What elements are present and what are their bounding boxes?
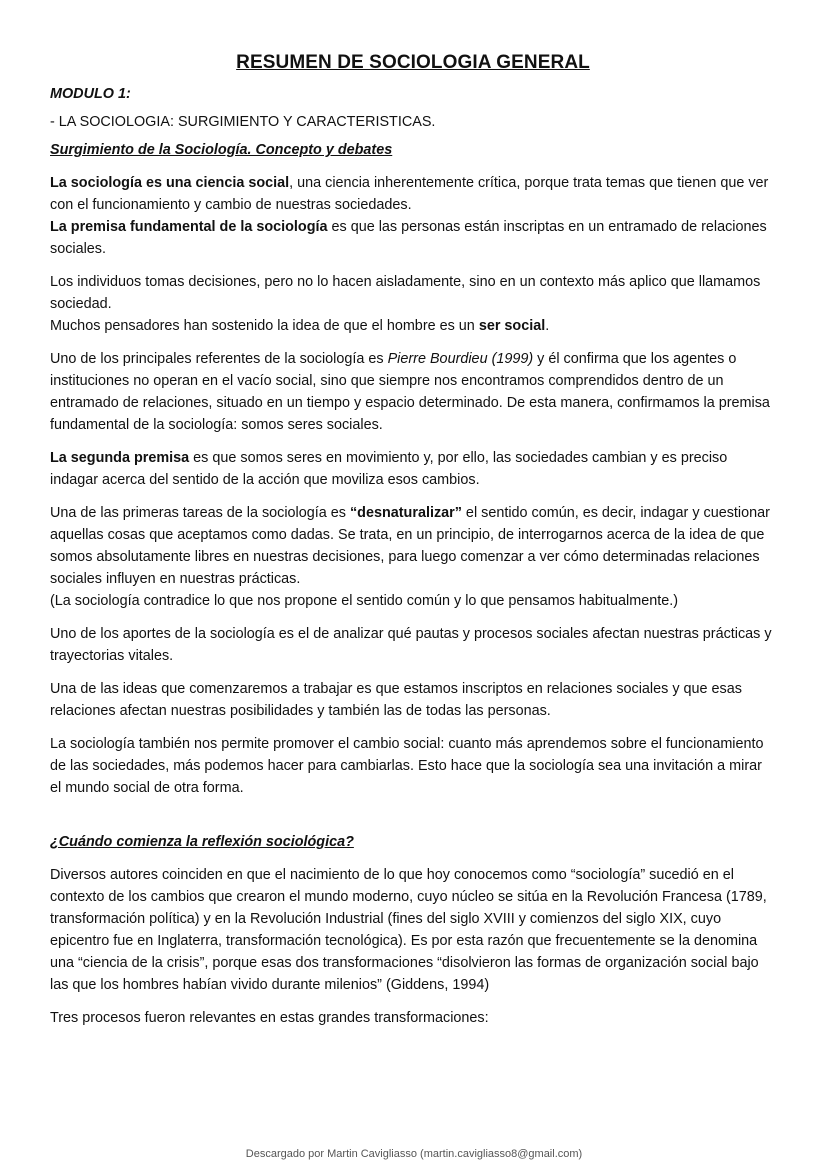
paragraph-text: Una de las primeras tareas de la sociología es xyxy=(50,505,350,521)
module-heading: MODULO 1: xyxy=(50,86,131,102)
paragraph-text: y él confirma que los agentes o instituciones no operan en el vacío social, sino que siempre nos encontramos comprendidos dentro de un entramado de relaciones, situado en un tiempo y espacio determinado. De esta manera, confirmamos la premisa fundamental de la sociología: somos seres sociales. xyxy=(50,351,770,433)
section-heading-reflexion: ¿Cuándo comienza la reflexión sociológica? xyxy=(50,834,354,850)
document-page xyxy=(50,52,776,1040)
paragraph-text: . xyxy=(545,318,550,334)
paragraph-text: Muchos pensadores han sostenido la idea de que el hombre es un xyxy=(50,318,479,334)
paragraph-text: , una ciencia inherentemente crítica, porque trata temas que tienen que ver con el funcionamiento y cambio de nuestras sociedades. xyxy=(50,175,769,213)
bold-text: La sociología es una ciencia social xyxy=(50,175,290,191)
bold-text: ser social xyxy=(478,318,546,334)
topic-heading: - LA SOCIOLOGIA: SURGIMIENTO Y CARACTERISTICAS. xyxy=(50,114,436,130)
paragraph-tres-procesos: Tres procesos fueron relevantes en estas grandes transformaciones: xyxy=(50,1010,489,1026)
paragraph-individuos xyxy=(50,271,776,337)
paragraph-cambio-social: La sociología también nos permite promover el cambio social: cuanto más aprendemos sobre el funcionamiento de las sociedades, más podemos hacer para cambiarlas. Esto hace que la sociología sea una invitación a mirar el mundo social de otra forma. xyxy=(50,736,764,796)
paragraph-text: (La sociología contradice lo que nos propone el sentido común y lo que pensamos habitualmente.) xyxy=(50,593,678,609)
paragraph-text: es que somos seres en movimiento y, por ello, las sociedades cambian y es preciso indagar acerca del sentido de la acción que moviliza esos cambios. xyxy=(50,450,728,488)
paragraph-ideas: Una de las ideas que comenzaremos a trabajar es que estamos inscriptos en relaciones sociales y que esas relaciones afectan nuestras posibilidades y también las de todas las personas. xyxy=(50,681,742,719)
paragraph-nacimiento: Diversos autores coinciden en que el nacimiento de lo que hoy conocemos como “sociología” sucedió en el contexto de los cambios que crearon el mundo moderno, cuyo núcleo se sitúa en la Revolución Francesa (1789, transformación política) y en la Revolución Industrial (fines del siglo XVIII y comienzos del siglo XIX, cuyo epicentro fue en Inglaterra, transformación tecnológica). Es por esta razón que frecuentemente se la denomina una “ciencia de la crisis”, porque esas dos transformaciones “disolvieron las formas de organización social bajo las que los hombres habían vivido durante milenios” (Giddens, 1994) xyxy=(50,867,767,993)
paragraph-text: Uno de los principales referentes de la sociología es xyxy=(50,351,388,367)
section-heading-surgimiento: Surgimiento de la Sociología. Concepto y debates xyxy=(50,142,393,158)
italic-citation: Pierre Bourdieu (1999) xyxy=(387,351,534,367)
bold-text: La premisa fundamental de la sociología xyxy=(50,219,328,235)
bold-text: “desnaturalizar” xyxy=(349,505,462,521)
section-spacer xyxy=(50,810,776,834)
bold-text: La segunda premisa xyxy=(50,450,190,466)
download-footer: Descargado por Martin Cavigliasso (martin.cavigliasso8@gmail.com) xyxy=(245,1148,583,1160)
paragraph-bourdieu xyxy=(50,348,776,436)
paragraph-desnaturalizar xyxy=(50,502,776,612)
paragraph-text: Los individuos tomas decisiones, pero no lo hacen aisladamente, sino en un contexto más aplico que llamamos sociedad. xyxy=(50,274,761,312)
paragraph-aportes: Uno de los aportes de la sociología es el de analizar qué pautas y procesos sociales afectan nuestras prácticas y trayectorias vitales. xyxy=(50,626,772,664)
paragraph-text: es que las personas están inscriptas en un entramado de relaciones sociales. xyxy=(50,219,767,257)
paragraph-segunda-premisa xyxy=(50,447,776,491)
paragraph-ciencia-social xyxy=(50,172,776,260)
paragraph-text: el sentido común, es decir, indagar y cuestionar aquellas cosas que aceptamos como dadas. Se trata, en un principio, de interrogarnos acerca de la idea de que somos absolutamente libres en nuestras decisiones, para luego comenzar a ver cómo determinadas relaciones sociales influyen en nuestras prácticas. xyxy=(50,505,770,587)
document-title: RESUMEN DE SOCIOLOGIA GENERAL xyxy=(236,52,590,73)
